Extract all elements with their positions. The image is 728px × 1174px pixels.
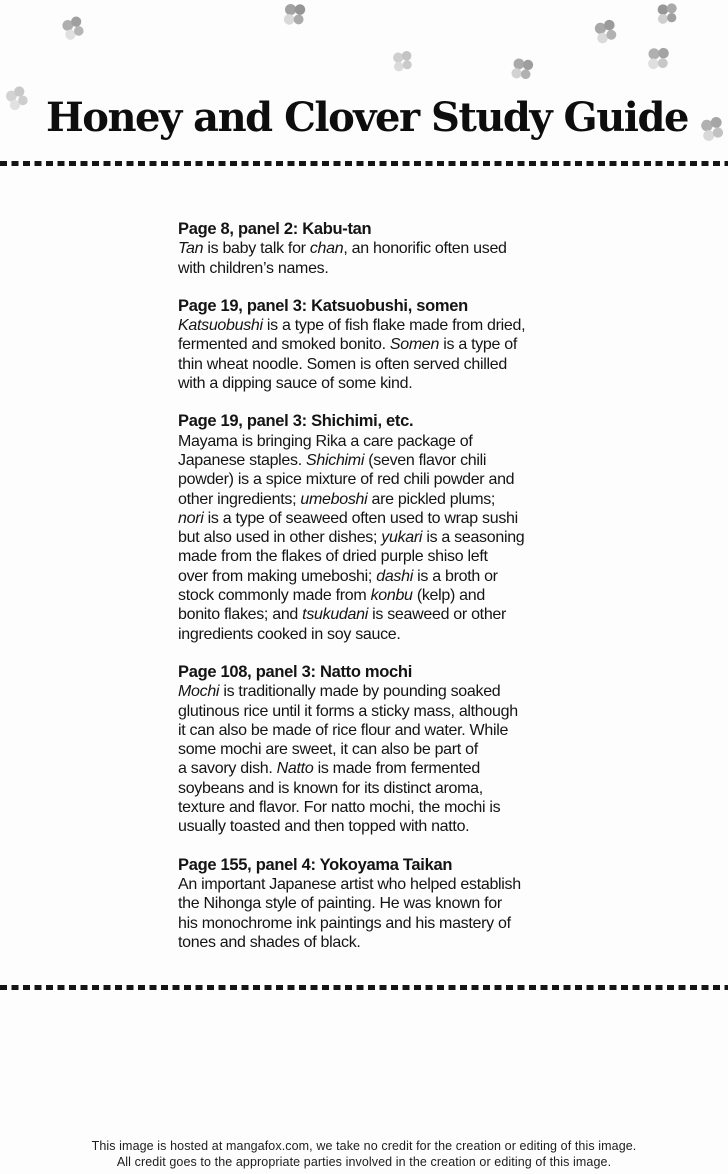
section-text-line: a savory dish. Natto is made from fermented: [178, 760, 480, 778]
section-heading: Page 8, panel 2: Kabu-tan: [178, 220, 372, 238]
clover-icon: [651, 0, 684, 32]
section-text-line: bonito flakes; and tsukudani is seaweed or other: [178, 606, 507, 624]
section-text-line: with children’s names.: [178, 259, 329, 277]
section-text-line: fermented and smoked bonito. Somen is a type of: [178, 336, 518, 354]
section-text-line: it can also be made of rice flour and water. While: [178, 721, 509, 739]
disclaimer-line-1: This image is hosted at mangafox.com, we take no credit for the creation or editing of this image.: [91, 1139, 637, 1153]
clover-icon: [0, 80, 38, 120]
section-text-line: other ingredients; umeboshi are pickled plums;: [178, 490, 496, 508]
section-text-line: tones and shades of black.: [178, 933, 361, 951]
section-text-line: made from the flakes of dried purple shiso left: [178, 548, 488, 566]
section-text-line: texture and flavor. For natto mochi, the mochi is: [178, 799, 501, 817]
page-title: Honey and Clover Study Guide: [46, 94, 688, 141]
clover-icon: [694, 112, 728, 149]
study-sections: [178, 220, 588, 971]
section-text-line: his monochrome ink paintings and his mastery of: [178, 914, 511, 932]
section-text-line: thin wheat noodle. Somen is often served chilled: [178, 355, 507, 373]
section-text-line: Japanese staples. Shichimi (seven flavor chili: [178, 451, 487, 469]
section-heading: Page 108, panel 3: Natto mochi: [178, 662, 412, 681]
clover-icon: [502, 51, 542, 91]
section-text-line: powder) is a spice mixture of red chili powder and: [178, 471, 515, 489]
study-section: [178, 663, 588, 837]
section-text-line: Mayama is bringing Rika a care package of: [178, 432, 473, 450]
section-text-line: over from making umeboshi; dashi is a broth or: [178, 567, 498, 585]
section-text-line: An important Japanese artist who helped establish: [178, 875, 521, 893]
bottom-dashed-divider: [0, 985, 728, 990]
section-text-line: ingredients cooked in soy sauce.: [178, 625, 401, 643]
section-text-line: Tan is baby talk for chan, an honorific often used: [178, 240, 507, 258]
section-text-line: usually toasted and then topped with natto.: [178, 818, 470, 836]
clover-icon: [640, 42, 677, 79]
study-section: [178, 220, 588, 278]
clover-icon: [55, 11, 93, 49]
hosting-disclaimer: [0, 1139, 728, 1170]
clover-icon: [275, 0, 314, 36]
section-text-line: the Nihonga style of painting. He was known for: [178, 895, 502, 913]
section-text-line: Mochi is traditionally made by pounding soaked: [178, 683, 501, 701]
section-heading: Page 19, panel 3: Katsuobushi, somen: [178, 296, 468, 315]
top-dashed-divider: [0, 161, 728, 166]
section-text-line: with a dipping sauce of some kind.: [178, 375, 413, 393]
section-text-line: some mochi are sweet, it can also be part of: [178, 741, 478, 759]
clover-icon: [588, 15, 625, 52]
disclaimer-line-2: All credit goes to the appropriate parties involved in the creation or editing of this image.: [116, 1154, 612, 1169]
clover-icon: [388, 48, 418, 78]
study-section: [178, 856, 588, 952]
section-text-line: glutinous rice until it forms a sticky mass, although: [178, 702, 518, 720]
section-text-line: but also used in other dishes; yukari is a seasoning: [178, 529, 525, 547]
section-text-line: stock commonly made from konbu (kelp) and: [178, 587, 485, 605]
section-heading: Page 155, panel 4: Yokoyama Taikan: [178, 855, 453, 874]
section-text-line: soybeans and is known for its distinct aroma,: [178, 779, 483, 797]
section-heading: Page 19, panel 3: Shichimi, etc.: [178, 412, 414, 431]
study-section: [178, 297, 588, 393]
section-text-line: nori is a type of seaweed often used to wrap sushi: [178, 509, 518, 527]
study-section: [178, 412, 588, 644]
section-text-line: Katsuobushi is a type of fish flake made from dried,: [178, 317, 526, 335]
